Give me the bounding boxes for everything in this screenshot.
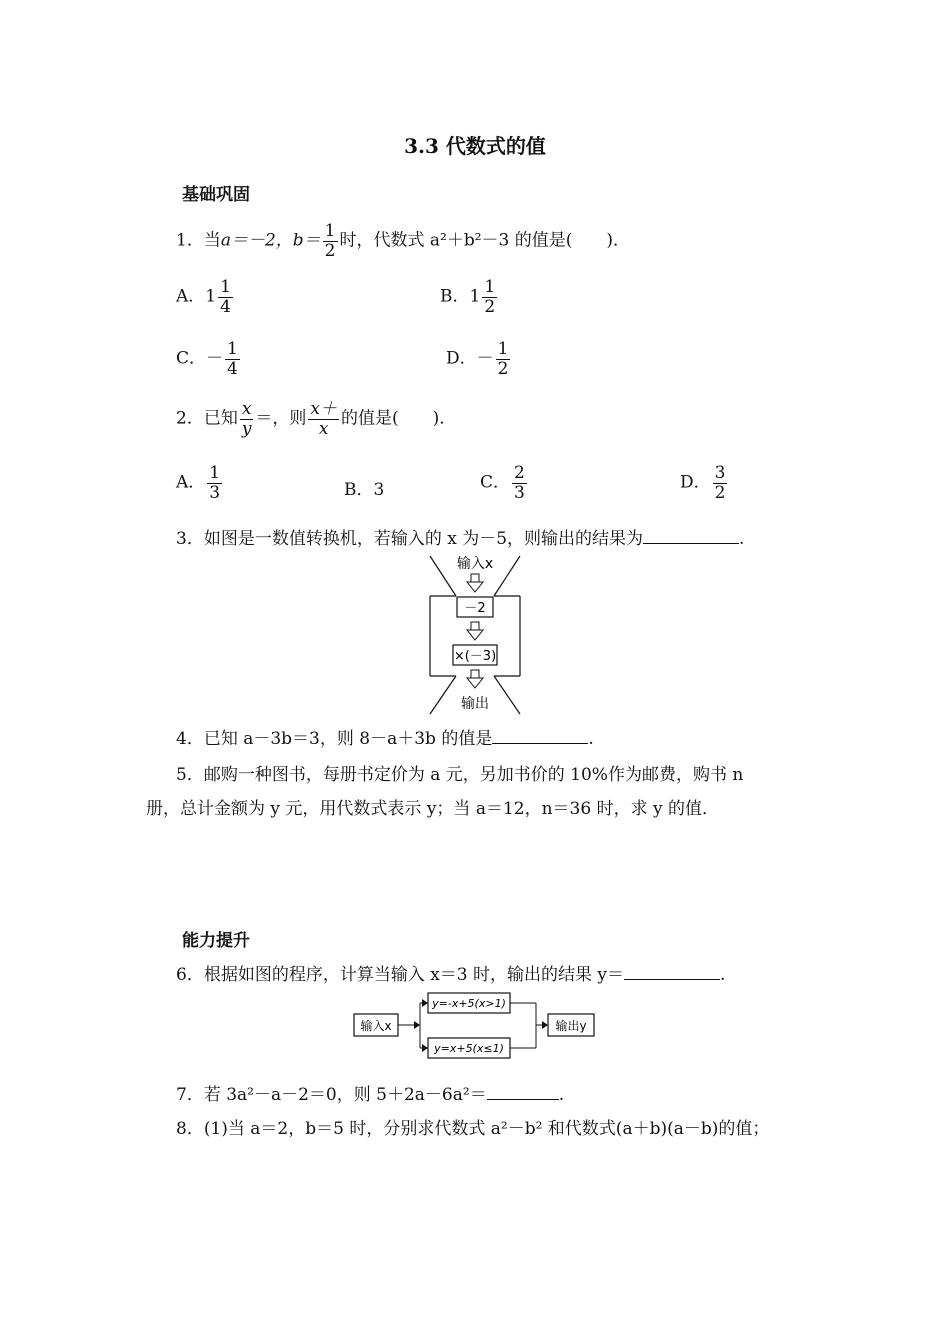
frac-den: 2 <box>484 296 496 317</box>
question-2 <box>176 400 456 438</box>
q6-branch-top-label: y=-x+5(x>1) <box>432 997 506 1010</box>
option-text: 3 <box>373 480 385 500</box>
q1-frac-num: 1 <box>324 221 336 241</box>
frac-num: 1 <box>484 277 496 297</box>
frac-den: 4 <box>227 358 238 379</box>
q6-program-diagram <box>352 990 600 1062</box>
frac-den: 2 <box>497 358 509 379</box>
q3-end: . <box>739 529 745 549</box>
option-label: A． <box>176 286 206 307</box>
q3-output-label: 输出 <box>461 696 489 712</box>
q4-end: . <box>588 729 594 749</box>
question-3 <box>176 524 744 549</box>
option-main: － <box>476 348 494 369</box>
question-7 <box>176 1080 564 1105</box>
frac-num: 3 <box>714 463 726 483</box>
frac-den: 3 <box>514 482 525 503</box>
option-label: D． <box>680 472 711 493</box>
option-label: C． <box>176 348 207 369</box>
q7-answer-blank[interactable] <box>487 1098 559 1100</box>
right-arrow-icon <box>422 999 428 1007</box>
down-arrow-icon <box>467 622 483 640</box>
option-fraction <box>496 340 511 378</box>
right-arrow-icon <box>422 1044 428 1052</box>
frac-den: x <box>318 418 329 439</box>
option-fraction <box>512 464 527 502</box>
frac-num: x <box>241 399 252 419</box>
option-fraction <box>225 340 240 378</box>
q3-text: 3．如图是一数值转换机，若输入的 x 为－5，则输出的结果为 <box>176 529 644 549</box>
q3-conversion-diagram <box>420 548 530 718</box>
option-label: C． <box>480 472 511 493</box>
q6-branch-bottom-label: y=x+5(x≤1) <box>434 1042 504 1055</box>
q6-output-label: 输出y <box>555 1019 587 1033</box>
q2-rest: 的值是( )． <box>341 408 457 429</box>
q1-rest: 时，代数式 a²＋b²－3 的值是( )． <box>339 230 631 251</box>
q1-b-expr: b＝ <box>292 230 321 251</box>
page-title: 3.3 代数式的值 <box>404 134 546 158</box>
option-label: B． <box>440 286 470 307</box>
q1-option-a[interactable] <box>176 278 235 316</box>
option-fraction <box>713 464 728 502</box>
q2-fraction-1 <box>240 400 254 438</box>
frac-num: 2 <box>514 463 525 483</box>
question-5-line-1: 5．邮购一种图书，每册书定价为 a 元，另加书价的 10%作为邮费，购书 n <box>176 765 744 785</box>
q2-option-a[interactable] <box>176 464 224 502</box>
frac-den: 4 <box>220 296 231 317</box>
frac-num: 1 <box>227 339 238 359</box>
q2-option-d[interactable] <box>680 464 729 502</box>
q1-lead: 1．当 <box>176 230 221 251</box>
q4-text: 4．已知 a－3b＝3，则 8－a＋3b 的值是 <box>176 729 493 749</box>
q2-equals: ＝ <box>255 408 273 429</box>
q1-option-d[interactable] <box>446 340 512 378</box>
q1-a-expr: a＝－2， <box>220 230 293 251</box>
option-label: B． <box>344 480 374 500</box>
q3-step2-text: ×(－3) <box>453 649 497 664</box>
q7-end: . <box>558 1085 565 1105</box>
frac-den: 3 <box>209 482 221 503</box>
question-5-line-2: 册，总计金额为 y 元，用代数式表示 y；当 a＝12，n＝36 时，求 y 的值． <box>146 799 719 819</box>
option-main: － <box>206 348 224 369</box>
q1-fraction <box>323 222 338 260</box>
q3-step1-text: －2 <box>464 601 486 616</box>
right-arrow-icon <box>414 1021 420 1029</box>
q1-frac-den: 2 <box>324 240 336 261</box>
q2-mid: ，则 <box>272 408 307 429</box>
option-label: A． <box>176 472 206 493</box>
q2-option-c[interactable] <box>480 464 529 502</box>
q1-option-b[interactable] <box>440 278 499 316</box>
q2-lead: 2．已知 <box>176 408 238 429</box>
q6-input-label: 输入x <box>360 1019 392 1033</box>
down-arrow-icon <box>467 670 483 688</box>
q1-option-c[interactable] <box>176 340 242 378</box>
option-fraction <box>207 464 222 502</box>
option-fraction <box>218 278 233 316</box>
question-4 <box>176 724 594 749</box>
frac-num: 1 <box>209 463 221 483</box>
frac-num: 1 <box>220 277 231 297</box>
frac-den: 2 <box>714 482 726 503</box>
right-arrow-icon <box>542 1021 548 1029</box>
question-1 <box>176 222 630 260</box>
option-main: 1 <box>469 286 481 307</box>
q3-input-label: 输入x <box>456 556 494 572</box>
frac-num: x＋ <box>310 399 338 419</box>
question-6 <box>176 960 725 985</box>
option-main: 1 <box>205 286 217 307</box>
section-heading-basic: 基础巩固 <box>182 185 250 205</box>
q2-fraction-2 <box>308 400 339 438</box>
q4-answer-blank[interactable] <box>492 742 588 744</box>
q6-text: 6．根据如图的程序，计算当输入 x＝3 时，输出的结果 y＝ <box>176 965 625 985</box>
option-fraction <box>482 278 497 316</box>
down-arrow-icon <box>467 574 483 592</box>
q7-text: 7．若 3a²－a－2＝0，则 5＋2a－6a²＝ <box>176 1085 487 1105</box>
section-heading-advanced: 能力提升 <box>182 931 250 951</box>
q2-option-b[interactable] <box>344 475 384 500</box>
frac-den: y <box>241 418 252 439</box>
question-8: 8．(1)当 a＝2，b＝5 时，分别求代数式 a²－b² 和代数式(a＋b)(a－b)的值； <box>176 1119 770 1139</box>
q6-answer-blank[interactable] <box>624 978 720 980</box>
option-label: D． <box>446 348 477 369</box>
q3-answer-blank[interactable] <box>643 542 739 544</box>
frac-num: 1 <box>497 339 509 359</box>
q6-end: . <box>720 965 726 985</box>
